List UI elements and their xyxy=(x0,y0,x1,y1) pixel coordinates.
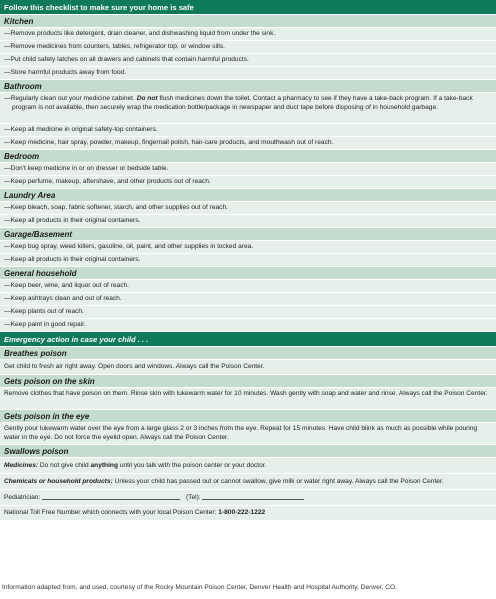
list-item: —Keep bleach, soap, fabric softener, starch, and other supplies out of reach. xyxy=(0,202,496,215)
list-item: —Keep all products in their original containers. xyxy=(0,254,496,267)
checklist-header: Follow this checklist to make sure your home is safe xyxy=(0,0,496,15)
list-item: —Put child safety latches on all drawers and cabinets that contain harmful products. xyxy=(0,54,496,67)
pediatrician-row xyxy=(0,490,496,506)
section-title-eye: Gets poison in the eye xyxy=(0,410,496,423)
tel-blank xyxy=(202,492,304,500)
chemicals-label: Chemicals or household products: xyxy=(4,478,113,485)
section-title-laundry: Laundry Area xyxy=(0,189,496,202)
section-title-general: General household xyxy=(0,267,496,280)
section-title-skin: Gets poison on the skin xyxy=(0,375,496,388)
source-credit: Information adapted from, and used, courtesy of the Rocky Mountain Poison Center, Denver Health and Hospital Authority, Denver, CO. xyxy=(2,584,397,591)
emergency-header: Emergency action in case your child . . . xyxy=(0,332,496,347)
medicines-label: Medicines: xyxy=(4,462,39,469)
medicine-cabinet-item: —Regularly clean out your medicine cabinet. Do not flush medicines down the toilet. Contact a pharmacy to see if they have a take-back program. If a take-back program is not available, then securely wrap the medication bottle/package in newspaper and duct tape before disposing of in household garbage. xyxy=(4,95,473,112)
list-item: —Keep plants out of reach. xyxy=(0,306,496,319)
eye-instructions: Gently pour lukewarm water over the eye from a large glass 2 or 3 inches from the eye. Repeat for 15 minutes. Have child blink as much as possible while pouring water in the eye. Do not force the eyelid open. Always call the Poison Center. xyxy=(0,423,496,445)
section-title-bathroom: Bathroom xyxy=(0,80,496,93)
chemicals-instructions: Chemicals or household products: Unless your child has passed out or cannot swallow, give milk or water right away. Always call the Poison Center. xyxy=(0,474,496,490)
list-item: —Don't keep medicine in or on dresser or bedside table. xyxy=(0,163,496,176)
section-title-breathes: Breathes poison xyxy=(0,347,496,360)
pediatrician-blank xyxy=(42,492,180,500)
list-item: —Keep medicine, hair spray, powder, makeup, fingernail polish, hair-care products, and mouthwash out of reach. xyxy=(0,137,496,150)
list-item: —Store harmful products away from food. xyxy=(0,67,496,80)
medicines-instructions: Medicines: Do not give child anything until you talk with the poison center or your doctor. xyxy=(0,458,496,474)
tel-label: (Tel): xyxy=(185,494,201,501)
section-title-garage: Garage/Basement xyxy=(0,228,496,241)
breathes-instructions: Get child to fresh air right away. Open doors and windows. Always call the Poison Center. xyxy=(0,360,496,375)
tollfree-row: National Toll Free Number which connects with your local Poison Center: 1-800-222-1222 xyxy=(0,506,496,521)
list-item: —Keep beer, wine, and liquor out of reach. xyxy=(0,280,496,293)
tollfree-number: 1-800-222-1222 xyxy=(218,509,266,516)
list-item: —Remove medicines from counters, tables, refrigerator top, or window sills. xyxy=(0,41,496,54)
list-item: —Remove products like detergent, drain cleaner, and dishwashing liquid from under the sink. xyxy=(0,28,496,41)
list-item: —Keep bug spray, weed killers, gasoline, oil, paint, and other supplies in locked area. xyxy=(0,241,496,254)
section-title-swallows: Swallows poison xyxy=(0,445,496,458)
section-title-kitchen: Kitchen xyxy=(0,15,496,28)
list-item: —Keep paint in good repair. xyxy=(0,319,496,332)
pediatrician-label: Pediatrician: xyxy=(4,494,41,501)
section-title-bedroom: Bedroom xyxy=(0,150,496,163)
list-item: —Keep all products in their original containers. xyxy=(0,215,496,228)
list-item xyxy=(0,93,496,124)
skin-instructions: Remove clothes that have poison on them. Rinse skin with lukewarm water for 10 minutes. Wash gently with soap and water and rinse. Always call the Poison Center. xyxy=(0,388,496,410)
list-item: —Keep perfume, makeup, aftershave, and other products out of reach. xyxy=(0,176,496,189)
list-item: —Keep ashtrays clean and out of reach. xyxy=(0,293,496,306)
list-item: —Keep all medicine in original safety-top containers. xyxy=(0,124,496,137)
